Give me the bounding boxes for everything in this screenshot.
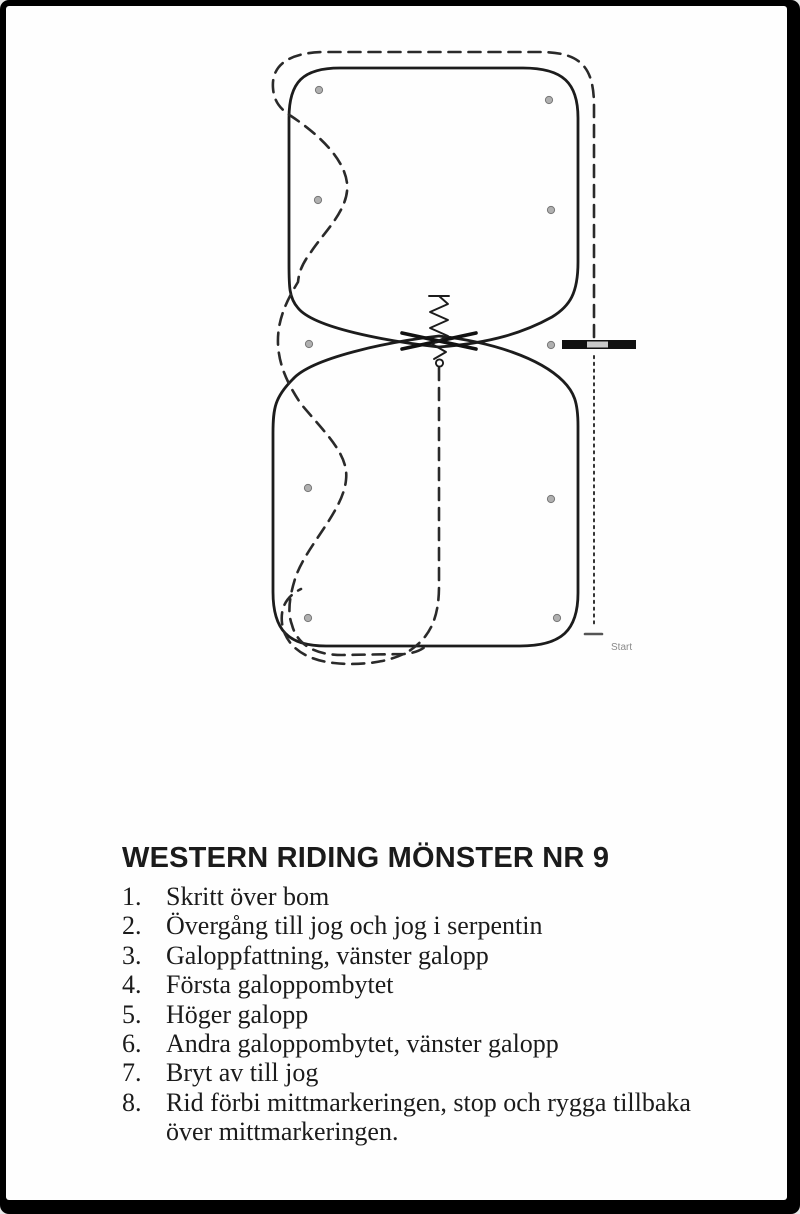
instruction-number: 3.: [122, 940, 142, 970]
cone-marker: [547, 206, 554, 213]
instruction-list: [122, 882, 707, 1147]
instruction-text: Rid förbi mittmarkeringen, stop och rygga tillbaka över mittmarkeringen.: [166, 1087, 691, 1147]
instruction-item: [122, 941, 707, 970]
instruction-item: [122, 1000, 707, 1029]
instruction-item: [122, 1088, 707, 1147]
bom-pole-marker: [429, 296, 449, 367]
instruction-text: Skritt över bom: [166, 882, 330, 911]
instruction-item: [122, 970, 707, 999]
cone-marker: [305, 340, 312, 347]
cone-marker: [547, 495, 554, 502]
instruction-number: 5.: [122, 999, 142, 1029]
cone-marker: [547, 341, 554, 348]
cone-marker: [314, 196, 321, 203]
cone-marker: [304, 484, 311, 491]
lope-top-loop-path: [289, 68, 578, 347]
lope-bottom-loop-path: [273, 336, 578, 646]
start-label: Start: [611, 642, 633, 653]
instruction-item: [122, 882, 707, 911]
instruction-number: 6.: [122, 1029, 142, 1059]
cone-marker: [304, 614, 311, 621]
instruction-text: Höger galopp: [166, 999, 309, 1029]
mid-marker-bar: [562, 340, 636, 349]
page-title: WESTERN RIDING MÖNSTER NR 9: [122, 842, 610, 874]
instruction-text: Första galoppombytet: [166, 970, 394, 1000]
riding-pattern-diagram: [6, 6, 787, 766]
instruction-item: [122, 1058, 707, 1087]
instruction-number: 7.: [122, 1058, 142, 1088]
instruction-text: Andra galoppombytet, vänster galopp: [166, 1029, 559, 1059]
scanned-page: [6, 6, 787, 1200]
instruction-number: 4.: [122, 970, 142, 1000]
cone-marker: [315, 86, 322, 93]
instruction-text: Galoppfattning, vänster galopp: [166, 940, 489, 970]
instruction-number: 2.: [122, 911, 142, 941]
jog-serpentine-dashed-path: [273, 52, 594, 655]
instruction-text: Bryt av till jog: [166, 1058, 319, 1088]
cone-marker: [553, 614, 560, 621]
instruction-item: [122, 1029, 707, 1058]
instruction-item: [122, 911, 707, 940]
instruction-number: 1.: [122, 882, 142, 911]
instruction-text: Övergång till jog och jog i serpentin: [166, 911, 543, 941]
pattern-description: [122, 842, 722, 1147]
cone-marker: [545, 96, 552, 103]
instruction-number: 8.: [122, 1087, 142, 1117]
